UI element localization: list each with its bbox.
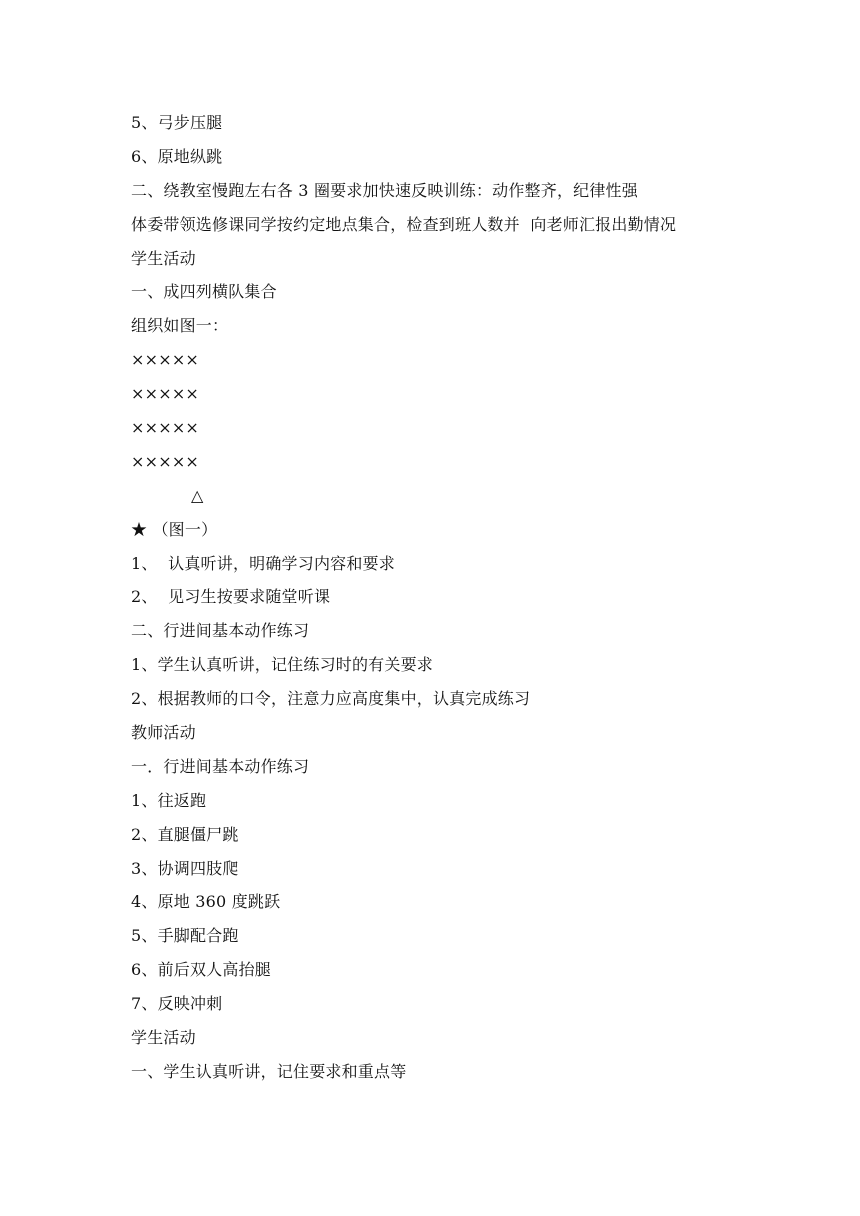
text-line: 一、成四列横队集合 [131,282,277,302]
section-heading: 教师活动 [131,723,196,743]
text-line: 5、弓步压腿 [131,113,223,132]
list-item: 7、反映冲刺 [131,994,223,1014]
list-item: 3、协调四肢爬 [131,858,239,878]
document-body [131,106,771,1089]
list-item: 1、往返跑 [131,790,207,810]
formation-row: ××××× [131,418,200,438]
text-line: 1、 认真听讲，明确学习内容和要求 [131,553,395,573]
text-line: 二、绕教室慢跑左右各 3 圈要求加快速反映训练：动作整齐，纪律性强 [131,180,638,200]
list-item: 2、直腿僵尸跳 [131,824,239,844]
section-heading: 学生活动 [131,1028,196,1048]
list-item: 5、手脚配合跑 [131,926,239,946]
text-line: 6、原地纵跳 [131,146,223,166]
text-line: 2、根据教师的口令，注意力应高度集中，认真完成练习 [131,689,531,709]
figure-caption: ★ （图一） [131,519,218,539]
formation-row: ××××× [131,384,200,404]
text-line: 2、 见习生按要求随堂听课 [131,587,331,607]
section-heading: 学生活动 [131,248,196,268]
text-line: 一．行进间基本动作练习 [131,756,310,776]
text-line: 二、行进间基本动作练习 [131,621,310,641]
formation-row: ××××× [131,451,200,471]
list-item: 6、前后双人高抬腿 [131,960,271,980]
text-line: 1、学生认真听讲，记住练习时的有关要求 [131,655,433,675]
teacher-position-marker: △ [191,485,204,505]
formation-row: ××××× [131,350,200,370]
text-line: 一、学生认真听讲，记住要求和重点等 [131,1061,407,1081]
text-line: 组织如图一： [131,316,229,336]
list-item: 4、原地 360 度跳跃 [131,892,281,912]
text-line: 体委带领选修课同学按约定地点集合，检查到班人数并 向老师汇报出勤情况 [131,214,677,234]
